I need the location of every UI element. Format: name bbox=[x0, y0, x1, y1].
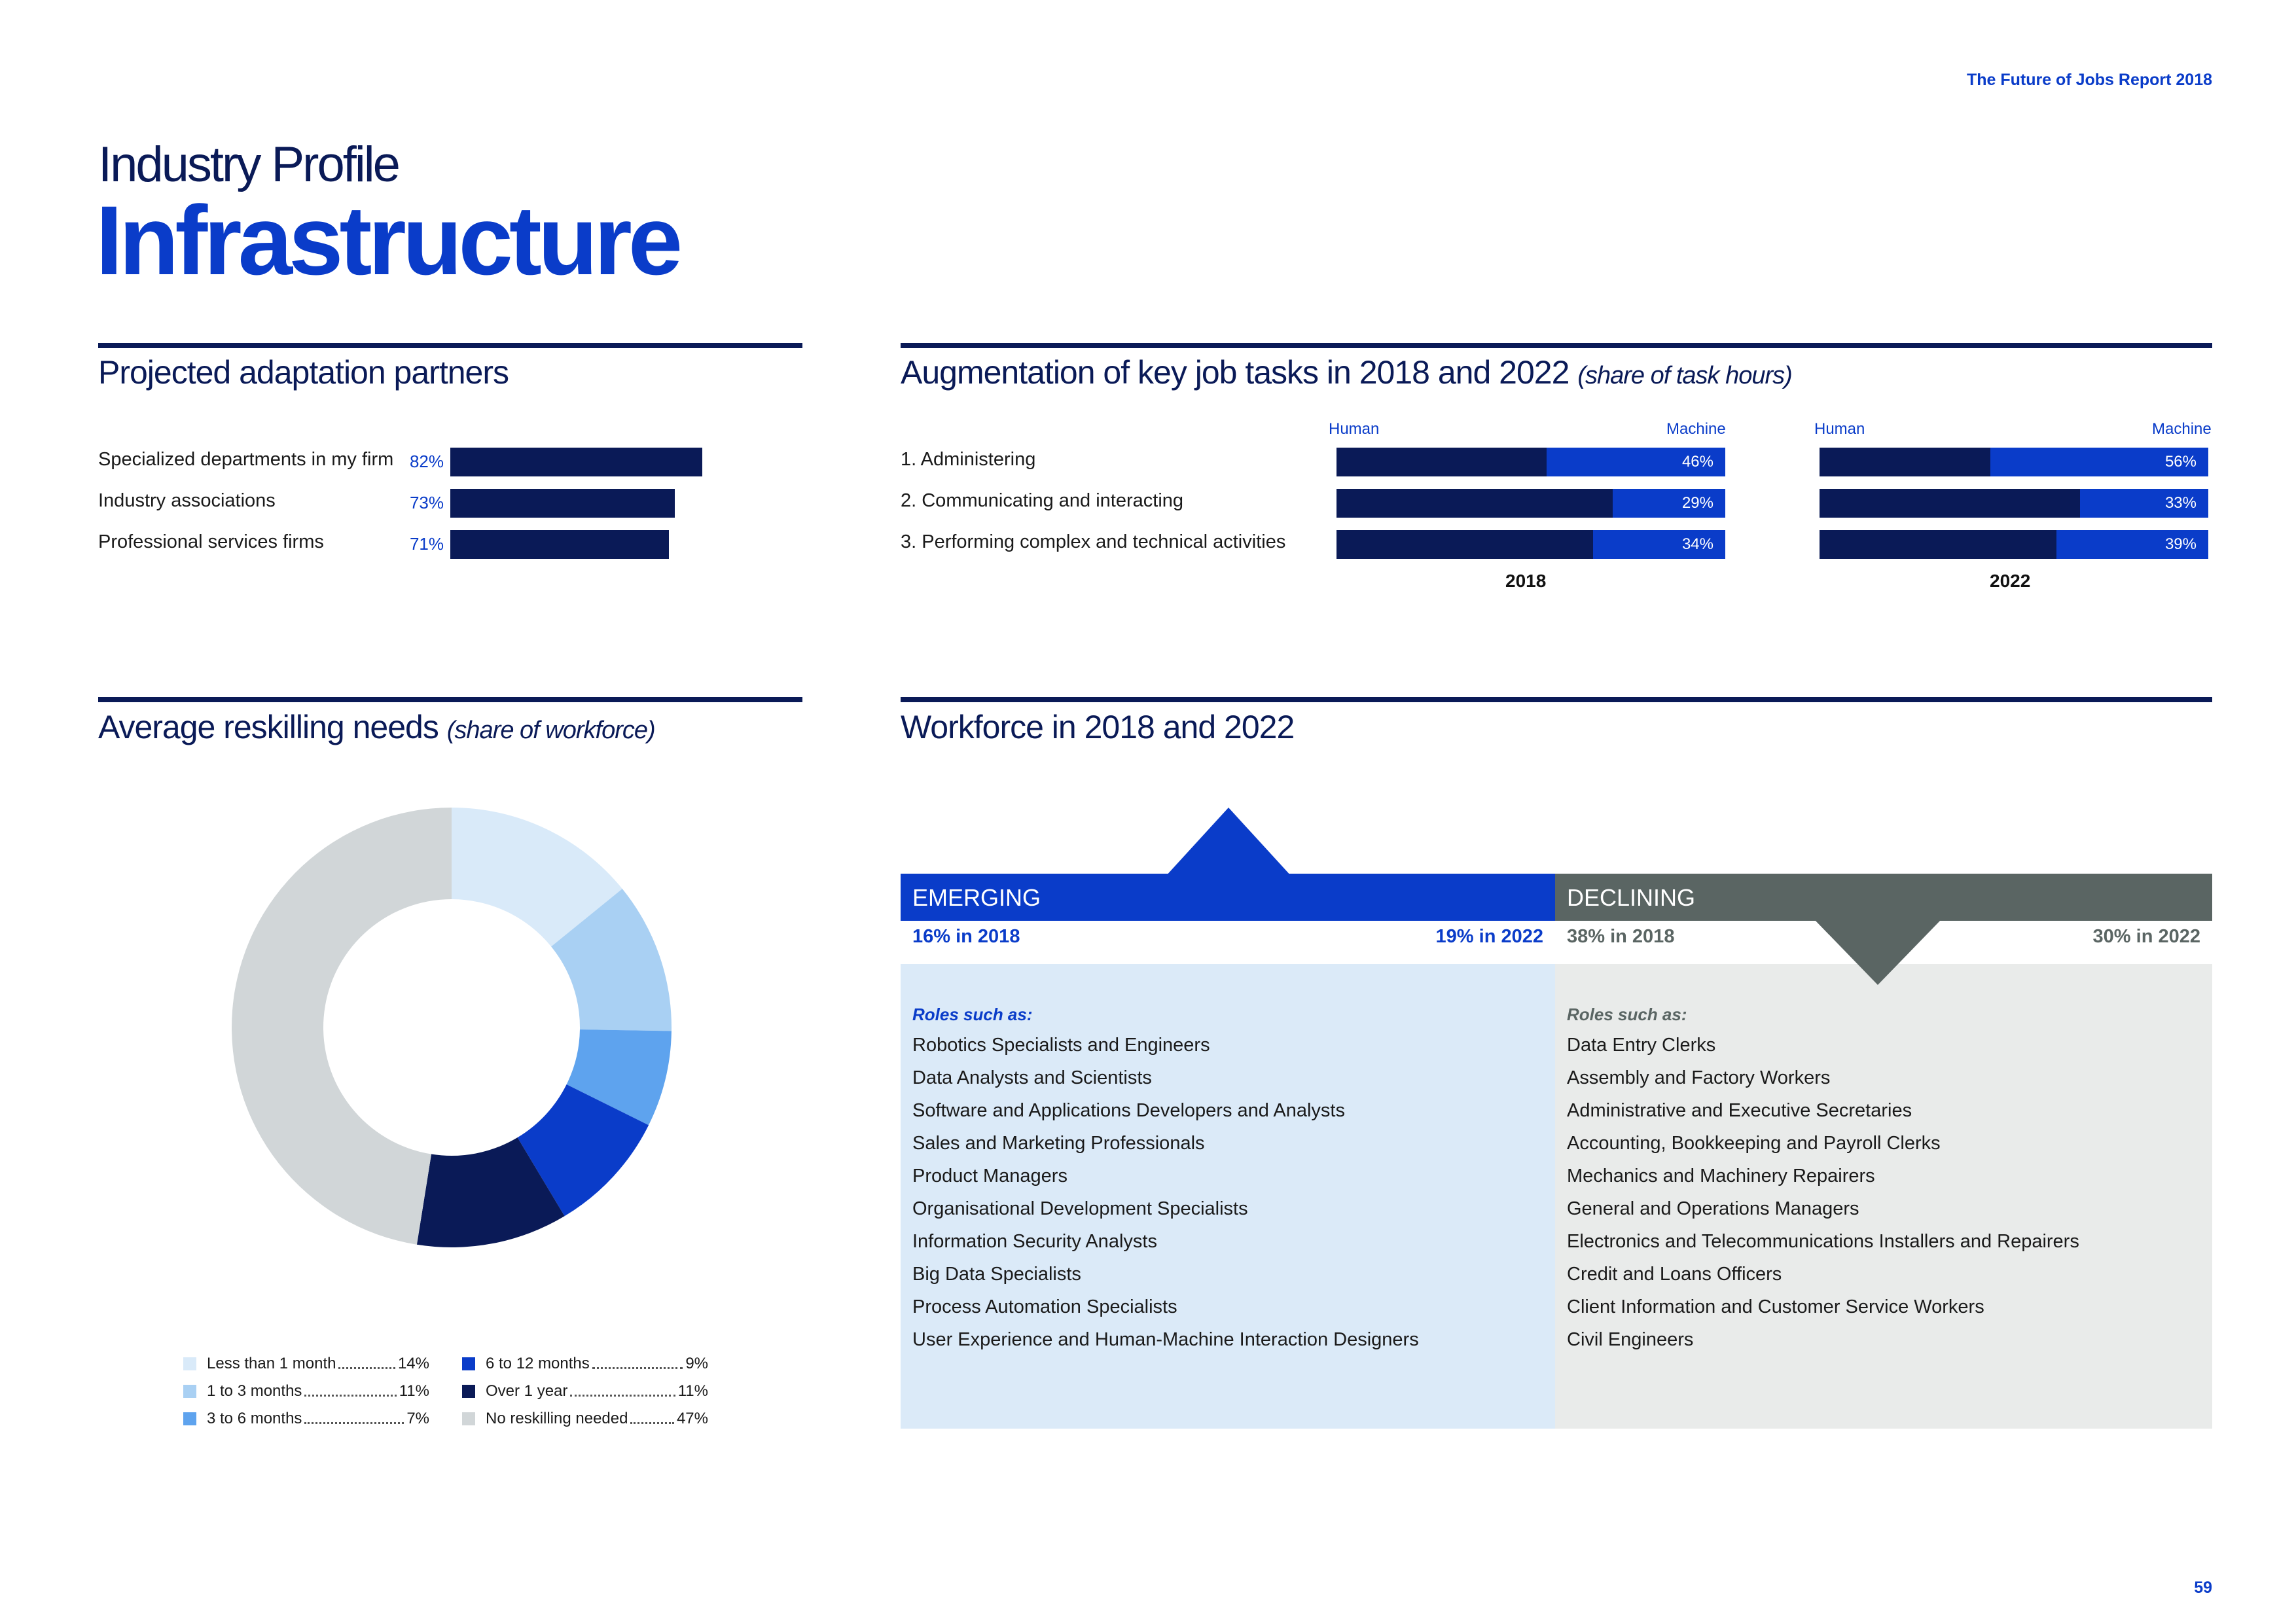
augmentation-title-note: (share of task hours) bbox=[1577, 362, 1792, 389]
legend-value: 47% bbox=[676, 1410, 708, 1427]
emerging-roles-box bbox=[901, 964, 1555, 1429]
emerging-header bbox=[901, 874, 1555, 921]
legend-label: No reskilling needed bbox=[486, 1410, 628, 1427]
emerging-role: Robotics Specialists and Engineers bbox=[912, 1035, 1210, 1056]
emerging-role: Data Analysts and Scientists bbox=[912, 1067, 1152, 1088]
augmentation-title-text: Augmentation of key job tasks in 2018 and 2022 bbox=[901, 354, 1570, 391]
machine-bar: 34% bbox=[1593, 530, 1725, 559]
legend-item bbox=[183, 1410, 429, 1428]
emerging-role: User Experience and Human-Machine Interaction Designers bbox=[912, 1329, 1419, 1350]
human-label-2022: Human bbox=[1814, 420, 1865, 438]
section-rule bbox=[98, 343, 802, 348]
emerging-end: 19% in 2022 bbox=[1435, 926, 1543, 947]
augmentation-title bbox=[901, 353, 1792, 391]
page-number: 59 bbox=[2194, 1578, 2212, 1597]
task-label: 1. Administering bbox=[901, 449, 1036, 470]
machine-bar: 39% bbox=[2056, 530, 2208, 559]
legend-label: 3 to 6 months bbox=[207, 1410, 302, 1427]
declining-role: Client Information and Customer Service Workers bbox=[1567, 1296, 1984, 1317]
emerging-up-arrow-icon bbox=[1165, 808, 1292, 877]
adaptation-title: Projected adaptation partners bbox=[98, 354, 509, 391]
emerging-role: Software and Applications Developers and Analysts bbox=[912, 1100, 1345, 1121]
machine-bar: 33% bbox=[2080, 489, 2208, 518]
legend-swatch bbox=[462, 1385, 475, 1398]
declining-role: Administrative and Executive Secretaries bbox=[1567, 1100, 1912, 1121]
machine-bar: 56% bbox=[1990, 448, 2208, 476]
adaptation-bar bbox=[450, 489, 675, 518]
emerging-role: Product Managers bbox=[912, 1166, 1067, 1186]
declining-roles-title: Roles such as: bbox=[1567, 1005, 1687, 1024]
legend-label: 6 to 12 months bbox=[486, 1355, 590, 1372]
declining-start: 38% in 2018 bbox=[1567, 926, 1675, 947]
legend-value: 9% bbox=[685, 1355, 708, 1372]
report-title: The Future of Jobs Report 2018 bbox=[1966, 71, 2212, 89]
legend-swatch bbox=[462, 1357, 475, 1370]
year-label-2018: 2018 bbox=[1505, 571, 1547, 591]
emerging-header-label: EMERGING bbox=[912, 884, 1041, 911]
legend-value: 11% bbox=[677, 1382, 708, 1400]
legend-swatch bbox=[183, 1357, 196, 1370]
adaptation-pct: 71% bbox=[409, 534, 444, 554]
declining-header bbox=[1555, 874, 2212, 921]
declining-roles-box bbox=[1555, 964, 2212, 1429]
emerging-role: Sales and Marketing Professionals bbox=[912, 1133, 1205, 1154]
declining-header-label: DECLINING bbox=[1567, 884, 1696, 911]
emerging-role: Organisational Development Specialists bbox=[912, 1198, 1248, 1219]
adaptation-label: Professional services firms bbox=[98, 531, 324, 552]
adaptation-bar bbox=[450, 530, 669, 559]
emerging-role: Big Data Specialists bbox=[912, 1264, 1081, 1285]
workforce-title: Workforce in 2018 and 2022 bbox=[901, 709, 1295, 745]
declining-role: Assembly and Factory Workers bbox=[1567, 1067, 1831, 1088]
legend-label: Over 1 year bbox=[486, 1382, 568, 1400]
task-label: 2. Communicating and interacting bbox=[901, 490, 1184, 511]
legend-value: 7% bbox=[406, 1410, 429, 1427]
emerging-start: 16% in 2018 bbox=[912, 926, 1020, 947]
declining-end: 30% in 2022 bbox=[2092, 926, 2200, 947]
legend-item bbox=[462, 1355, 708, 1373]
donut-slice bbox=[232, 808, 452, 1245]
declining-role: Civil Engineers bbox=[1567, 1329, 1694, 1350]
machine-label-2022: Machine bbox=[2152, 420, 2212, 438]
legend-item bbox=[462, 1382, 708, 1400]
reskilling-title bbox=[98, 708, 655, 746]
emerging-role: Information Security Analysts bbox=[912, 1231, 1157, 1252]
legend-item bbox=[183, 1355, 429, 1373]
task-label: 3. Performing complex and technical activities bbox=[901, 531, 1286, 552]
declining-role: Data Entry Clerks bbox=[1567, 1035, 1716, 1056]
legend-label: Less than 1 month bbox=[207, 1355, 336, 1372]
section-rule bbox=[901, 343, 2212, 348]
adaptation-label: Specialized departments in my firm bbox=[98, 449, 394, 470]
legend-item bbox=[183, 1382, 429, 1400]
adaptation-pct: 73% bbox=[409, 493, 444, 512]
machine-bar: 29% bbox=[1613, 489, 1725, 518]
adaptation-bar bbox=[450, 448, 702, 476]
declining-role: General and Operations Managers bbox=[1567, 1198, 1859, 1219]
reskilling-title-note: (share of workforce) bbox=[446, 717, 655, 744]
year-label-2022: 2022 bbox=[1990, 571, 2031, 591]
profile-kicker: Industry Profile bbox=[98, 137, 399, 192]
legend-swatch bbox=[183, 1385, 196, 1398]
section-rule bbox=[901, 697, 2212, 702]
declining-role: Electronics and Telecommunications Installers and Repairers bbox=[1567, 1231, 2079, 1252]
reskilling-donut bbox=[229, 805, 674, 1250]
machine-bar: 46% bbox=[1547, 448, 1725, 476]
section-rule bbox=[98, 697, 802, 702]
declining-role: Accounting, Bookkeeping and Payroll Clerks bbox=[1567, 1133, 1941, 1154]
legend-swatch bbox=[183, 1412, 196, 1425]
emerging-panel bbox=[901, 874, 1555, 1429]
human-label-2018: Human bbox=[1329, 420, 1380, 438]
adaptation-pct: 82% bbox=[409, 452, 444, 471]
emerging-role: Process Automation Specialists bbox=[912, 1296, 1177, 1317]
legend-value: 14% bbox=[397, 1355, 429, 1372]
declining-down-arrow-icon bbox=[1814, 919, 1941, 985]
legend-label: 1 to 3 months bbox=[207, 1382, 302, 1400]
emerging-roles-title: Roles such as: bbox=[912, 1005, 1033, 1024]
reskilling-title-text: Average reskilling needs bbox=[98, 709, 439, 745]
page-title: Infrastructure bbox=[96, 185, 679, 295]
machine-label-2018: Machine bbox=[1666, 420, 1726, 438]
legend-value: 11% bbox=[399, 1382, 429, 1400]
declining-role: Credit and Loans Officers bbox=[1567, 1264, 1782, 1285]
legend-item bbox=[462, 1410, 708, 1428]
declining-role: Mechanics and Machinery Repairers bbox=[1567, 1166, 1875, 1186]
legend-swatch bbox=[462, 1412, 475, 1425]
adaptation-label: Industry associations bbox=[98, 490, 276, 511]
